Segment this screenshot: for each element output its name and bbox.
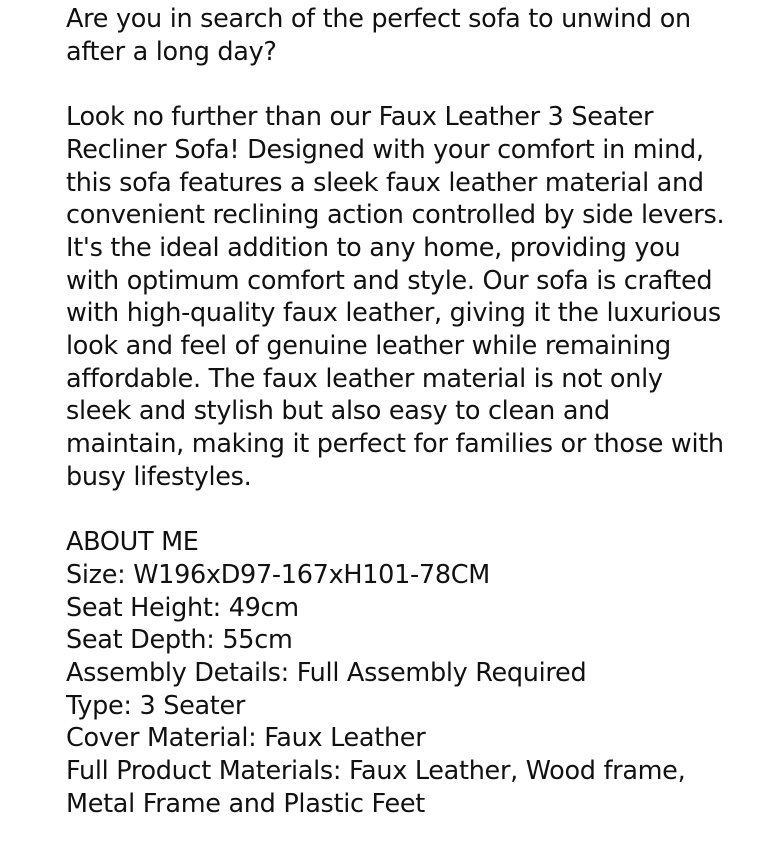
description-text: Look no further than our Faux Leather 3 Seater Recliner Sofa! Designed with your comfort in mind, this sofa features a sleek faux leather material and convenient reclining action controlled by side levers. It's the ideal addition to any home, providing you with optimum comfort and style. Our sofa is crafted with high-quality faux leather, giving it the luxurious look and feel of genuine leather while remaining affordable. The faux leather material is not only sleek and stylish but also easy to clean and maintain, making it perfect for families or those with busy lifestyles. xyxy=(66,102,725,492)
product-description xyxy=(66,3,726,821)
spec-seat-depth: Seat Depth: 55cm xyxy=(66,625,293,656)
spec-seat-height: Seat Height: 49cm xyxy=(66,592,299,623)
intro-text: Are you in search of the perfect sofa to unwind on after a long day? xyxy=(66,4,691,67)
spec-size: Size: W196xD97-167xH101-78CM xyxy=(66,559,490,590)
about-heading: ABOUT ME xyxy=(66,527,199,558)
spec-full-materials: Full Product Materials: Faux Leather, Wood frame, Metal Frame and Plastic Feet xyxy=(66,756,686,819)
spec-assembly: Assembly Details: Full Assembly Required xyxy=(66,658,587,689)
paragraph-gap xyxy=(66,68,726,101)
spec-type: Type: 3 Seater xyxy=(66,690,246,721)
spec-cover-material: Cover Material: Faux Leather xyxy=(66,723,426,754)
about-section xyxy=(66,526,726,820)
paragraph-gap xyxy=(66,494,726,527)
